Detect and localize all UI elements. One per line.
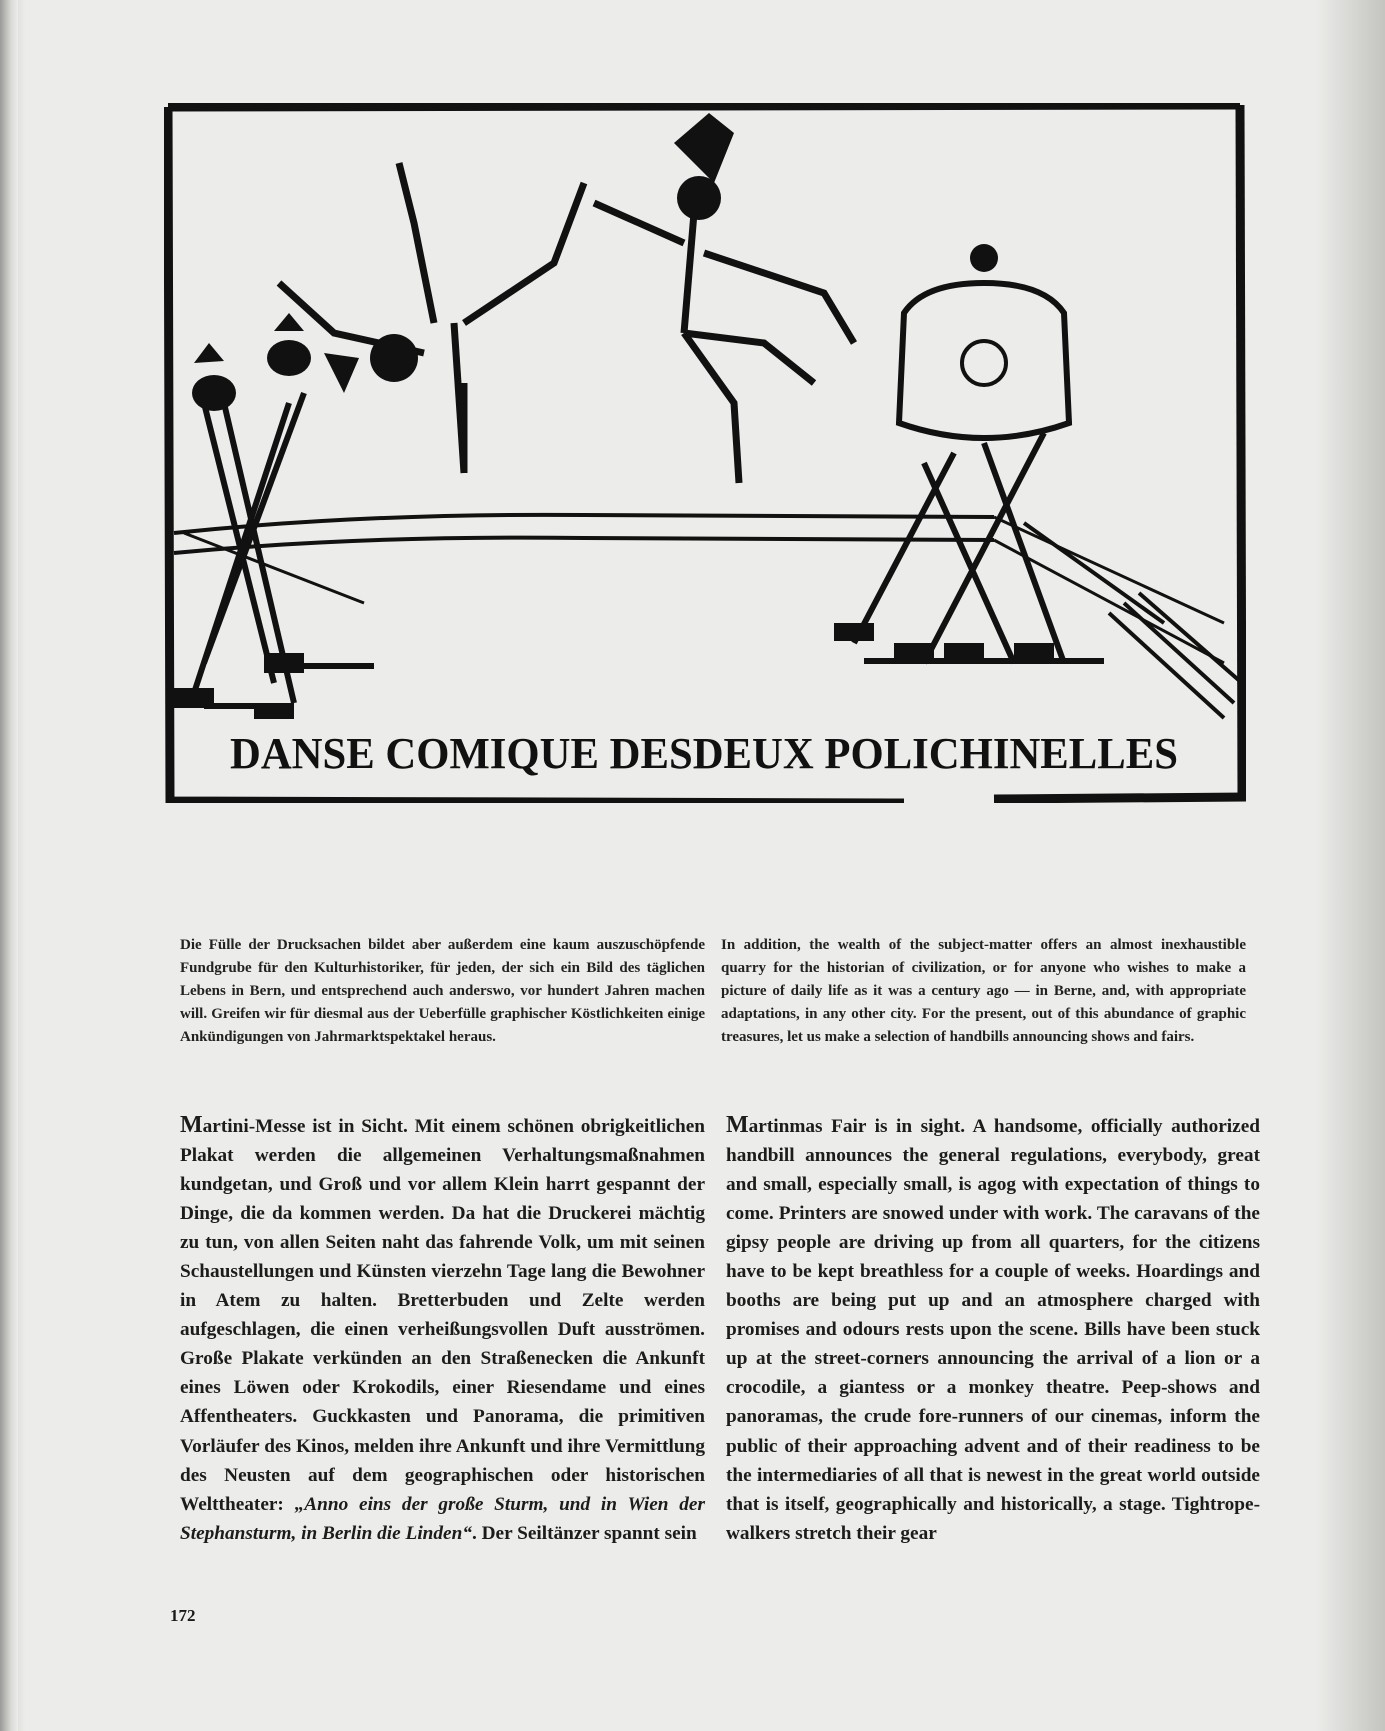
body-german-text: artini-Messe ist in Sicht. Mit einem schönen obrigkeitlichen Plakat werden die allgemeinen Verhaltungsmaßnahmen kundgetan, und Groß und vor allem Klein harrt gespannt der Dinge, die da kommen werden. Da hat die Druckerei mächtig zu tun, von allen Seiten naht das fahrende Volk, um mit seinen Schaustellungen und Künsten vierzehn Tage lang die Bewohner in Atem zu halten. Bretterbuden und Zelte werden aufgeschlagen, die einen verheißungsvollen Duft ausströmen. Große Plakate verkünden an den Straßenecken die Ankunft eines Löwen oder Krokodils, einer Riesendame und eines Affentheaters. Guckkasten und Panorama, die primitiven Vorläufer des Kinos, melden ihre Ankunft und ihre Vermittlung des Neusten auf dem geographischen oder historischen Welttheater:	[180, 1116, 705, 1515]
cartouche	[899, 244, 1069, 438]
body-german-quote: „Anno eins der große Sturm, und in Wien der Stephansturm, in Berlin die Linden“	[180, 1493, 705, 1544]
polichinelle-right-head	[674, 113, 734, 220]
page-spine-shadow	[0, 0, 18, 1731]
body-german-initial: M	[180, 1112, 203, 1138]
polichinelle-right	[594, 203, 854, 483]
body-english	[726, 1111, 1260, 1548]
page-right-shade	[1315, 0, 1385, 1731]
page-edge	[18, 0, 26, 1731]
body-english-text: artinmas Fair is in sight. A handsome, officially authorized handbill announces the general regulations, everybody, great and small, especially small, is agog with expectation of things to come. Printers are snowed under with work. The caravans of the gipsy people are driving up from all quarters, for the citizens have to be kept breathless for a couple of weeks. Hoardings and booths are being put up and an atmosphere charged with promises and odours rests upon the scene. Bills have been stuck up at the street-corners announcing the arrival of a lion or a crocodile, a giantess or a monkey theatre. Peep-shows and panoramas, the crude fore-runners of our cinemas, inform the public of their approaching advent and of their readiness to be the intermediaries of all that is newest in the great world outside that is itself, geographically and historically, a stage. Tightrope-walkers stretch their gear	[726, 1116, 1260, 1544]
left-birds	[192, 313, 311, 411]
page-number: 172	[170, 1606, 196, 1625]
woodcut-illustration	[164, 103, 1246, 803]
body-english-initial: M	[726, 1112, 749, 1138]
tightrope	[174, 515, 1224, 663]
woodcut-title: DANSE COMIQUE DESDEUX POLICHINELLES	[230, 729, 1178, 778]
polichinelle-left	[279, 163, 584, 473]
woodcut-svg	[164, 103, 1246, 803]
right-trestle	[854, 433, 1064, 663]
body-german	[180, 1111, 705, 1548]
body-german-tail: . Der Seiltänzer spannt sein	[471, 1522, 697, 1544]
broom	[1024, 523, 1242, 718]
caption-english: In addition, the wealth of the subject-matter offers an almost inexhaustible quarry for the historian of civilization, or for anyone who wishes to make a picture of daily life as it was a century ago — in Berne, and, with appropriate adaptations, in any other city. For the present, out of this abundance of graphic treasures, let us make a selection of handbills announcing shows and fairs.	[721, 937, 1246, 1045]
caption-german: Die Fülle der Drucksachen bildet aber außerdem eine kaum auszuschöpfende Fundgrube für den Kulturhistoriker, für jeden, der sich ein Bild des täglichen Lebens in Bern, und entsprechend auch anderswo, vor hundert Jahren machen will. Greifen wir für diesmal aus der Ueberfülle graphischer Köstlichkeiten einige Ankündigungen von Jahrmarktspektakel heraus.	[180, 937, 705, 1045]
